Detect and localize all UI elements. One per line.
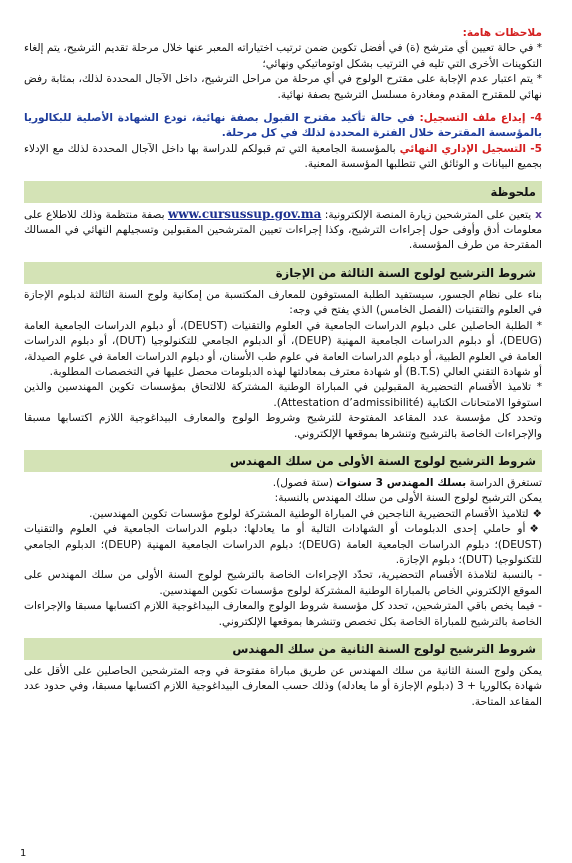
- licence-closing: وتحدد كل مؤسسة عدد المقاعد المفتوحة للترشيح وشروط الولوج والمعارف البيداغوجية اللازم اكتسابها مسبقا والإجراءات الخاصة بالترشيح وتنشرها بموقعها الإلكتروني.: [24, 412, 542, 440]
- document-page: [0, 26, 572, 863]
- duration-bold: بسلك المهندس 3 سنوات: [336, 476, 467, 489]
- step-4: [24, 111, 542, 142]
- step-5-text: بالمؤسسة الجامعية التي تم قبولكم للدراسة بها داخل الآجال المحددة لذلك مع الإدلاء بجميع البيانات و الوثائق التي تتطلبها المؤسسة المعنية.: [24, 142, 542, 171]
- platform-note-text-1: يتعين على المترشحين زيارة المنصة الإلكترونية:: [321, 208, 532, 221]
- platform-note-text-2: بصفة منتظمة وذلك للاطلاع على معلومات أدق وأوفى حول إجراءات الترشيح، وكذا إجراءات تعيين المترشحين المقبولين وتسجيلهم النهائي في المسالك المقترحة من طرف المؤسسة.: [24, 208, 542, 252]
- diamond-bullet-icon: ❖: [532, 507, 542, 520]
- engineer-dash-1: - بالنسبة لتلامذة الأقسام التحضيرية، تحدّد الإجراءات الخاصة بالترشيح لولوج السنة الأولى من سلك المهندس على الموقع الإلكتروني الخاص بالمباراة الوطنية المشتركة لولوج مؤسسات تكوين المهندسين.: [24, 569, 542, 597]
- engineer-duration: [24, 476, 542, 491]
- licence-item-1: * الطلبة الحاصلين على دبلوم الدراسات الجامعية في العلوم والتقنيات (DEUST)، أو دبلوم الدراسات الجامعية العامة (DEUG)، أو دبلوم الدراسات الجامعية المهنية (DEUP)، أو الدبلوم الجامعي للتكنولوجيا (DUT)، أو دبلوم الدراسات العامة في العلوم الطبية، أو دبلوم الدراسات العامة في علوم طب الأسنان، أو دبلوم الدراسات العامة في علوم الصيدلة، أو شهادة التقني العالي (B.T.S) أو شهادة معترف بمعادلتها لهذه الدبلومات محصل عليها في التخصصات المطلوبة.: [24, 319, 542, 378]
- engineer-item-2-text: أو حاملي إحدى الدبلومات أو الشهادات التالية أو ما يعادلها: دبلوم الدراسات الجامعية في العلوم والتقنيات (DEUST)؛ دبلوم الدراسات الجامعية العامة (DEUG)؛ دبلوم الدراسات الجامعية المهنية (DEUP)؛ الدبلوم الجامعي للتكنولوجيا (DUT)؛ دبلوم الإجازة.: [24, 523, 542, 566]
- licence-section-header: شروط الترشيح لولوج السنة الثالثة من الإجازة: [24, 262, 542, 284]
- step-5-label: 5- التسجيل الإداري النهائي: [399, 142, 542, 155]
- duration-text-2: (ستة فصول).: [272, 476, 337, 489]
- step-5: [24, 142, 542, 173]
- note-item-2: * يتم اعتبار عدم الإجابة على مقترح الولوج في أي مرحلة من مراحل الترشيح، داخل الآجال المحددة لذلك، بمثابة رفض نهائي للمقترح المقدم ومغادرة مسلسل الترشيح بصفة نهائية.: [24, 73, 542, 101]
- important-notes-title: ملاحظات هامة:: [462, 27, 542, 39]
- engineer-access-line: يمكن الترشيح لولوج السنة الأولى من سلك المهندس بالنسبة:: [274, 492, 542, 505]
- platform-link[interactable]: www.cursussup.gov.ma: [167, 206, 322, 221]
- licence-intro: بناء على نظام الجسور، سيستفيد الطلبة المستوفون للمعارف المكتسبة من إمكانية ولوج السنة الثالثة لدبلوم الإجازة في العلوم والتقنيات (الفصل الخامس) الذي يفتح في وجه:: [24, 288, 542, 317]
- page-number: 1: [20, 847, 27, 859]
- step-4-label: 4- إيداع ملف التسجيل:: [419, 112, 542, 125]
- engineer-year2-header: شروط الترشيح لولوج السنة الثانية من سلك المهندس: [24, 638, 542, 660]
- note-item-1: * في حالة تعيين أي مترشح (ة) في أفضل تكوين ضمن ترتيب اختياراته المعبر عنها خلال مرحلة تقديم الترشيح، يتم إلغاء التكوينات الأخرى التي تليه في الترتيب بشكل اوتوماتيكي ونهائي؛: [24, 42, 542, 70]
- engineer-year1-header: شروط الترشيح لولوج السنة الأولى من سلك المهندس: [24, 450, 542, 472]
- duration-text-1: تستغرق الدراسة: [466, 476, 542, 489]
- diamond-bullet-icon: ❖: [529, 523, 542, 536]
- note-section-header: ملحوظة: [24, 181, 542, 203]
- engineer-dash-2: - فيما يخص باقي المترشحين، تحدد كل مؤسسة شروط الولوج والمعارف البيداغوجية اللازم اكتسابها مسبقا والإجراءات الخاصة بالترشيح للمباراة الخاصة بكل تخصص وتنشرها بموقعها الإلكتروني.: [24, 600, 542, 628]
- engineer-item-1-text: لتلاميذ الأقسام التحضيرية الناجحين في المباراة الوطنية المشتركة لولوج مؤسسات تكوين المهندسين.: [89, 507, 529, 520]
- step-4-text: في حالة تأكيد مقترح القبول بصفة نهائية، تودع الشهادة الأصلية للبكالوريا بالمؤسسة المقترحة خلال الفترة المحددة لذلك في كل مرحلة.: [24, 112, 542, 140]
- engineer-item-1: [24, 507, 542, 522]
- engineer-year2-text: يمكن ولوج السنة الثانية من سلك المهندس عن طريق مباراة مفتوحة في وجه المترشحين الحاصلين على الأقل على شهادة بكالوريا + 3 (دبلوم الإجازة أو ما يعادله) وذلك حسب المعارف البيداغوجية اللازم اكتسابها مسبقا، وفي حدود عدد المقاعد المتاحة.: [24, 665, 542, 708]
- engineer-item-2: [24, 522, 542, 568]
- licence-item-2: * تلاميذ الأقسام التحضيرية المقبولين في المباراة الوطنية المشتركة للالتحاق بمؤسسات تكوين المهندسين والذين استوفوا الامتحانات الكتابية (Attestation d’admissibilité).: [24, 381, 542, 409]
- x-bullet-icon: x: [535, 208, 543, 221]
- platform-note: [24, 207, 542, 254]
